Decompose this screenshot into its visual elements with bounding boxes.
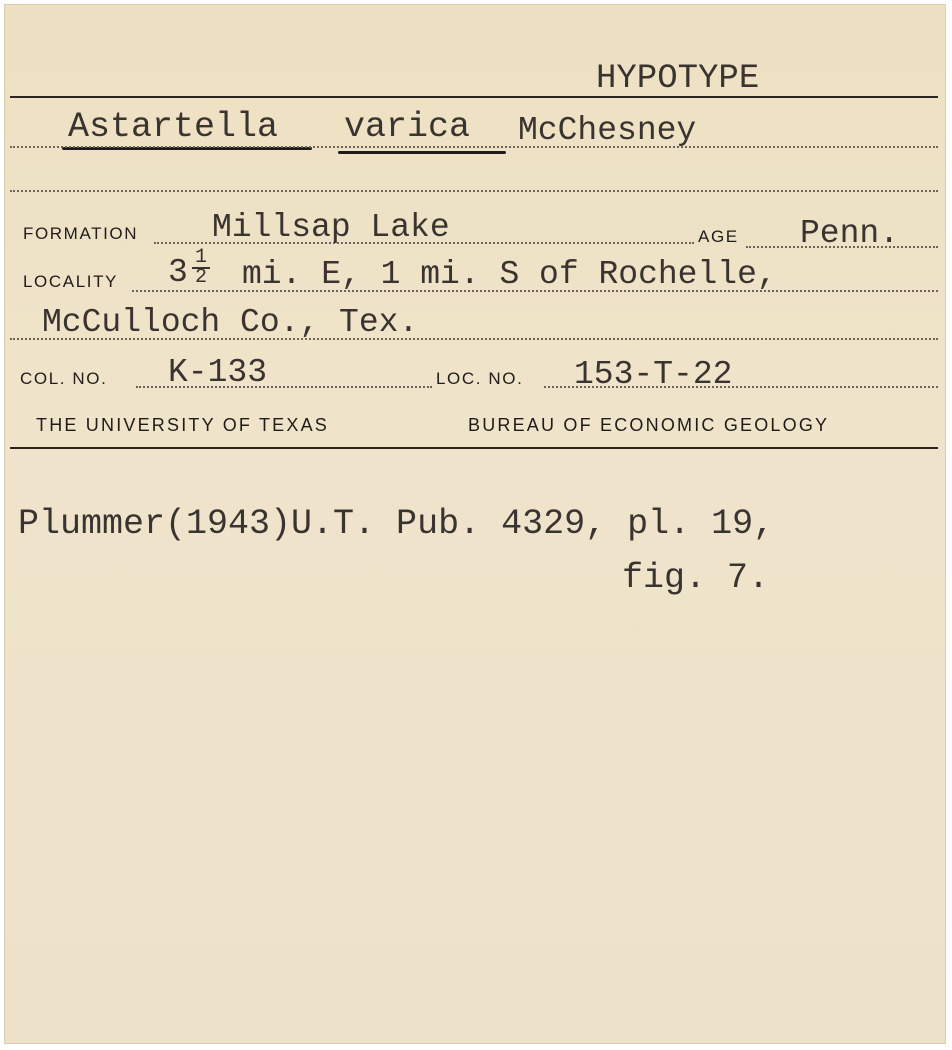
- bottom-rule: [10, 447, 938, 449]
- loc-no-value: 153-T-22: [574, 356, 733, 393]
- locality-line2: McCulloch Co., Tex.: [42, 304, 419, 341]
- loc-no-label: LOC. NO.: [436, 369, 524, 388]
- epithet-underline: [338, 151, 506, 154]
- formation-value: Millsap Lake: [212, 209, 450, 246]
- specimen-card: [4, 4, 946, 1044]
- locality-whole: 3: [168, 254, 188, 291]
- species-author: McChesney: [518, 112, 697, 149]
- col-no-label: COL. NO.: [20, 369, 108, 388]
- fraction-denominator: 2: [194, 266, 207, 289]
- reference-line2: fig. 7.: [622, 558, 770, 598]
- species-epithet: varica: [344, 107, 471, 147]
- fraction-numerator: 1: [194, 246, 207, 269]
- col-no-value: K-133: [168, 354, 268, 391]
- age-label: AGE: [698, 227, 739, 246]
- formation-label: FORMATION: [23, 224, 139, 243]
- type-status: HYPOTYPE: [596, 60, 760, 98]
- species-dotted-rule: [10, 146, 938, 148]
- locality-fraction: [190, 246, 212, 289]
- locality-dotted-rule: [10, 338, 938, 340]
- reference-line1: Plummer(1943)U.T. Pub. 4329, pl. 19,: [18, 504, 775, 544]
- bureau-label: BUREAU OF ECONOMIC GEOLOGY: [468, 415, 830, 435]
- top-rule: [10, 96, 938, 98]
- locality-label: LOCALITY: [23, 272, 118, 291]
- blank-dotted-rule: [10, 190, 938, 192]
- age-value: Penn.: [800, 215, 900, 252]
- university-label: THE UNIVERSITY OF TEXAS: [36, 415, 329, 435]
- genus-name: Astartella: [68, 107, 279, 147]
- locality-line1: mi. E, 1 mi. S of Rochelle,: [242, 256, 777, 293]
